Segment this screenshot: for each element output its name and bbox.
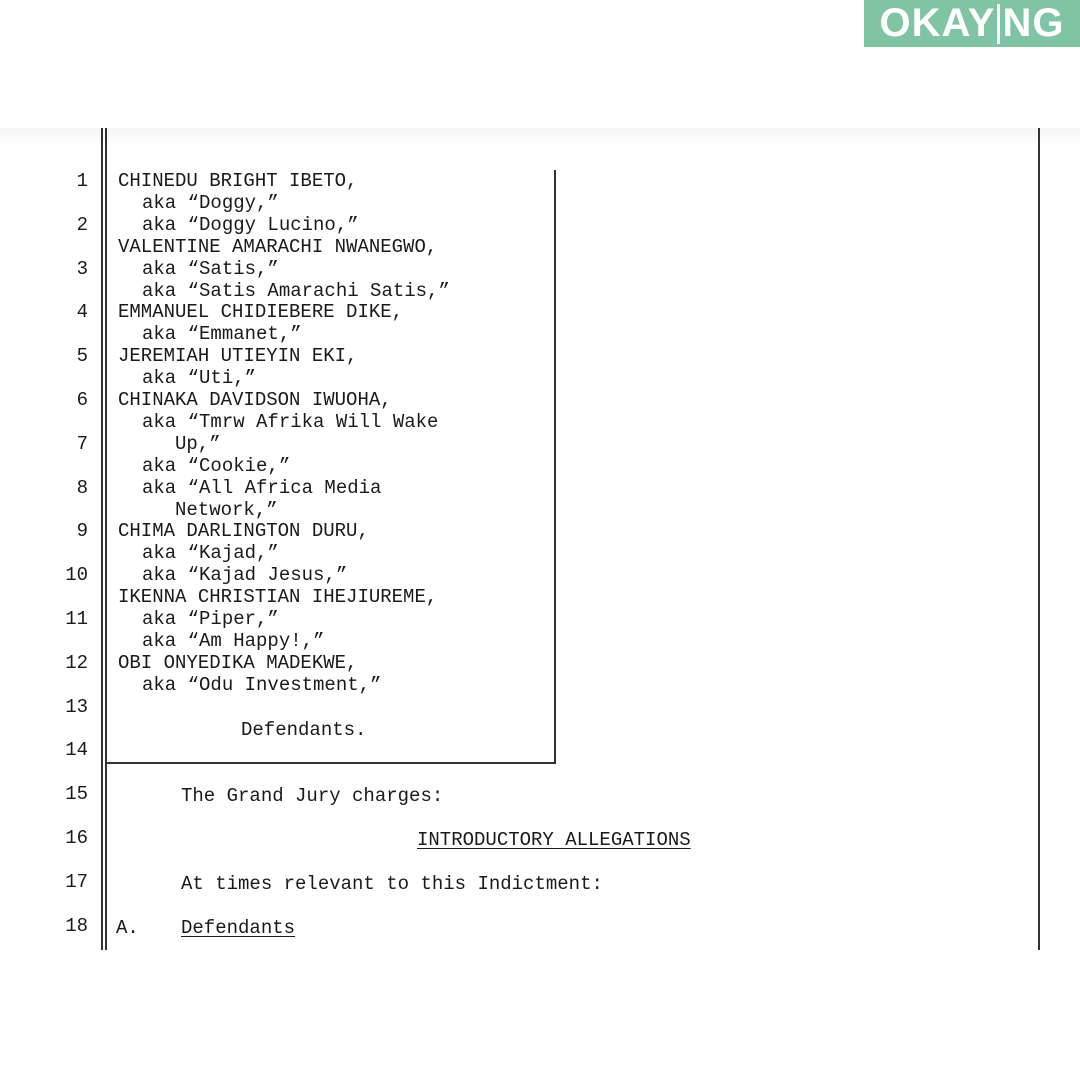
defendant-name: IKENNA CHRISTIAN IHEJIUREME, [118,586,438,609]
defendant-alias: aka “Doggy Lucino,” [142,213,359,236]
line-number: 8 [76,476,88,499]
defendant-alias: aka “Kajad Jesus,” [142,564,348,587]
line-number: 7 [76,432,88,455]
okay-ng-logo [864,0,1080,47]
line-number: 11 [65,608,88,630]
defendant-name: CHIMA DARLINGTON DURU, [118,520,369,543]
defendant-alias: aka “Odu Investment,” [142,673,382,696]
defendant-alias: aka “Satis Amarachi Satis,” [142,279,450,302]
defendant-alias: aka “All Africa Media [142,476,382,499]
logo-separator [997,4,1000,44]
defendant-alias: aka “Tmrw Afrika Will Wake [142,410,439,433]
line-number: 3 [76,257,88,280]
defendant-name: JEREMIAH UTIEYIN EKI, [118,345,358,368]
defendant-name: EMMANUEL CHIDIEBERE DIKE, [118,301,404,324]
relevant-times-text: At times relevant to this Indictment: [181,873,603,895]
defendant-alias: aka “Piper,” [142,608,279,630]
left-margin-rule-inner [105,128,107,950]
defendant-alias: aka “Am Happy!,” [142,629,325,652]
logo-okay-text: OKAY [879,1,996,45]
line-number: 1 [76,170,88,192]
section-title-defendants: Defendants [181,917,296,939]
introductory-allegations-heading: INTRODUCTORY ALLEGATIONS [417,829,691,851]
left-margin-rule [101,128,103,950]
line-number: 14 [65,739,88,762]
defendant-alias: aka “Doggy,” [142,191,279,214]
defendant-alias: aka “Uti,” [142,367,257,390]
line-number: 12 [65,651,88,674]
defendant-alias: aka “Cookie,” [142,454,291,477]
line-number: 9 [76,520,88,543]
defendant-name: VALENTINE AMARACHI NWANEGWO, [118,235,438,258]
line-number: 4 [76,301,88,324]
defendant-name: OBI ONYEDIKA MADEKWE, [118,651,358,674]
defendant-alias: Up,” [175,432,221,455]
line-number: 15 [65,783,88,806]
grand-jury-charges: The Grand Jury charges: [181,785,444,807]
logo-ng-text: NG [1002,1,1065,45]
line-number: 5 [76,345,88,368]
line-number: 16 [65,827,88,849]
line-number: 2 [76,213,88,236]
right-margin-rule [1038,128,1040,950]
defendant-alias: aka “Emmanet,” [142,323,302,346]
line-number: 6 [76,389,88,411]
line-number: 13 [65,695,88,718]
defendant-alias: aka “Satis,” [142,257,279,280]
defendants-label: Defendants. [241,719,367,741]
defendant-alias: Network,” [175,498,278,521]
defendant-alias: aka “Kajad,” [142,542,279,565]
caption-box-right-border [554,170,556,764]
caption-box-bottom-border [107,762,556,764]
defendant-name: CHINEDU BRIGHT IBETO, [118,170,358,192]
section-letter: A. [116,917,139,939]
defendant-name: CHINAKA DAVIDSON IWUOHA, [118,389,392,411]
line-number: 17 [65,870,88,893]
line-number: 10 [65,564,88,587]
line-number: 18 [65,914,88,937]
